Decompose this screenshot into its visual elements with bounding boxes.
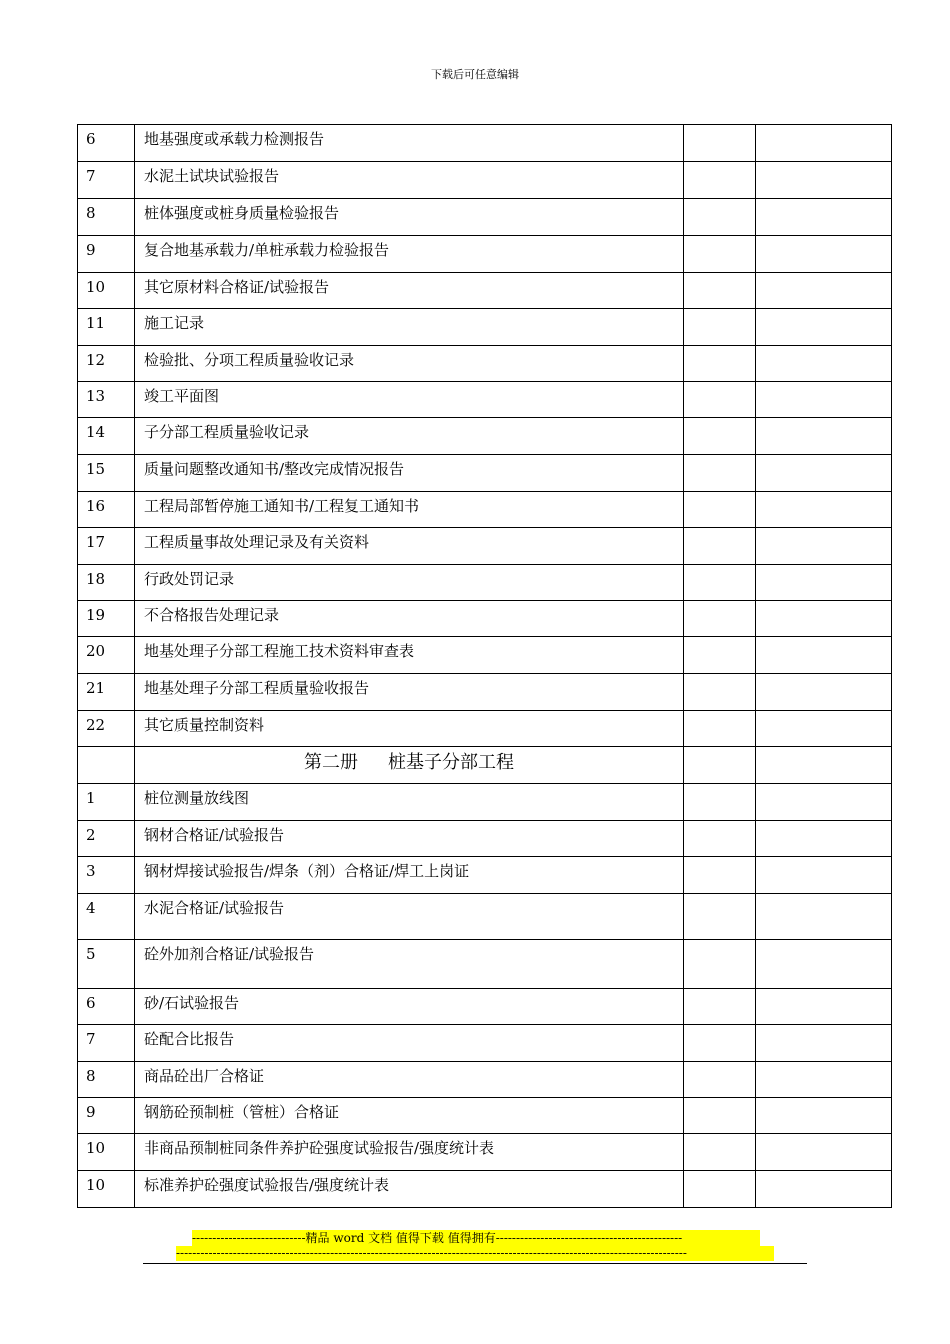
row-check-cell xyxy=(684,273,756,309)
table-row xyxy=(78,528,892,565)
row-title: 砂/石试验报告 xyxy=(135,989,684,1025)
row-title: 其它原材料合格证/试验报告 xyxy=(135,273,684,309)
table-row xyxy=(78,894,892,940)
row-title: 复合地基承载力/单桩承载力检验报告 xyxy=(135,236,684,273)
row-remark-cell xyxy=(756,940,892,989)
row-check-cell xyxy=(684,1025,756,1062)
table-row xyxy=(78,1171,892,1208)
row-remark-cell xyxy=(756,236,892,273)
row-check-cell xyxy=(684,940,756,989)
row-number: 9 xyxy=(78,1098,135,1134)
table-row xyxy=(78,236,892,273)
row-remark-cell xyxy=(756,711,892,747)
row-title: 其它质量控制资料 xyxy=(135,711,684,747)
table-body-part2 xyxy=(78,784,892,1208)
row-number: 11 xyxy=(78,309,135,346)
document-table xyxy=(77,124,892,1208)
row-remark-cell xyxy=(756,565,892,601)
row-check-cell xyxy=(684,1098,756,1134)
table-row xyxy=(78,309,892,346)
table-row xyxy=(78,1098,892,1134)
row-remark-cell xyxy=(756,857,892,894)
row-number: 19 xyxy=(78,601,135,637)
table-row xyxy=(78,382,892,418)
row-number: 13 xyxy=(78,382,135,418)
row-title: 桩位测量放线图 xyxy=(135,784,684,821)
row-title: 工程局部暂停施工通知书/工程复工通知书 xyxy=(135,492,684,528)
row-check-cell xyxy=(684,601,756,637)
table-row xyxy=(78,1025,892,1062)
row-check-cell xyxy=(684,1062,756,1098)
row-number: 18 xyxy=(78,565,135,601)
row-check-cell xyxy=(684,418,756,455)
row-remark-cell xyxy=(756,674,892,711)
row-remark-cell xyxy=(756,382,892,418)
table-row xyxy=(78,1134,892,1171)
row-number: 22 xyxy=(78,711,135,747)
row-number: 8 xyxy=(78,1062,135,1098)
row-title: 地基强度或承载力检测报告 xyxy=(135,125,684,162)
row-number: 16 xyxy=(78,492,135,528)
row-remark-cell xyxy=(756,989,892,1025)
row-title: 竣工平面图 xyxy=(135,382,684,418)
row-number: 8 xyxy=(78,199,135,236)
row-title: 钢筋砼预制桩（管桩）合格证 xyxy=(135,1098,684,1134)
row-remark-cell xyxy=(756,273,892,309)
row-number: 10 xyxy=(78,273,135,309)
row-remark-cell xyxy=(756,162,892,199)
row-check-cell xyxy=(684,125,756,162)
row-remark-cell xyxy=(756,637,892,674)
row-check-cell xyxy=(684,346,756,382)
table-row xyxy=(78,784,892,821)
footer-rule xyxy=(143,1263,807,1264)
section-number-cell xyxy=(78,747,135,784)
row-number: 10 xyxy=(78,1134,135,1171)
row-remark-cell xyxy=(756,1098,892,1134)
row-title: 砼外加剂合格证/试验报告 xyxy=(135,940,684,989)
row-title: 质量问题整改通知书/整改完成情况报告 xyxy=(135,455,684,492)
row-remark-cell xyxy=(756,199,892,236)
table-row xyxy=(78,125,892,162)
table-row xyxy=(78,418,892,455)
table-row xyxy=(78,637,892,674)
row-title: 地基处理子分部工程质量验收报告 xyxy=(135,674,684,711)
section-check-cell xyxy=(684,747,756,784)
row-remark-cell xyxy=(756,894,892,940)
row-title: 钢材焊接试验报告/焊条（剂）合格证/焊工上岗证 xyxy=(135,857,684,894)
row-check-cell xyxy=(684,989,756,1025)
row-title: 地基处理子分部工程施工技术资料审查表 xyxy=(135,637,684,674)
row-check-cell xyxy=(684,711,756,747)
row-check-cell xyxy=(684,565,756,601)
row-number: 20 xyxy=(78,637,135,674)
row-number: 9 xyxy=(78,236,135,273)
table-row xyxy=(78,940,892,989)
row-number: 14 xyxy=(78,418,135,455)
table-row xyxy=(78,492,892,528)
row-remark-cell xyxy=(756,1062,892,1098)
row-remark-cell xyxy=(756,601,892,637)
row-check-cell xyxy=(684,309,756,346)
row-title: 检验批、分项工程质量验收记录 xyxy=(135,346,684,382)
row-title: 子分部工程质量验收记录 xyxy=(135,418,684,455)
row-number: 17 xyxy=(78,528,135,565)
table-row xyxy=(78,601,892,637)
table-row xyxy=(78,1062,892,1098)
table-body-part1 xyxy=(78,125,892,747)
row-number: 2 xyxy=(78,821,135,857)
section-remark-cell xyxy=(756,747,892,784)
table-row xyxy=(78,199,892,236)
row-number: 10 xyxy=(78,1171,135,1208)
table-row xyxy=(78,273,892,309)
row-check-cell xyxy=(684,637,756,674)
table-row xyxy=(78,674,892,711)
row-remark-cell xyxy=(756,821,892,857)
table-row xyxy=(78,565,892,601)
row-remark-cell xyxy=(756,784,892,821)
row-number: 4 xyxy=(78,894,135,940)
row-remark-cell xyxy=(756,418,892,455)
row-check-cell xyxy=(684,1134,756,1171)
row-remark-cell xyxy=(756,125,892,162)
row-title: 不合格报告处理记录 xyxy=(135,601,684,637)
table-row xyxy=(78,711,892,747)
row-remark-cell xyxy=(756,1025,892,1062)
table-row xyxy=(78,162,892,199)
row-title: 施工记录 xyxy=(135,309,684,346)
row-number: 15 xyxy=(78,455,135,492)
table-row xyxy=(78,989,892,1025)
section-volume: 第二册 xyxy=(304,752,358,773)
table-row xyxy=(78,857,892,894)
row-number: 1 xyxy=(78,784,135,821)
table-row xyxy=(78,821,892,857)
row-check-cell xyxy=(684,528,756,565)
row-title: 桩体强度或桩身质量检验报告 xyxy=(135,199,684,236)
row-number: 7 xyxy=(78,1025,135,1062)
section-row xyxy=(78,747,892,784)
row-title: 商品砼出厂合格证 xyxy=(135,1062,684,1098)
row-number: 6 xyxy=(78,125,135,162)
row-check-cell xyxy=(684,236,756,273)
row-title: 水泥土试块试验报告 xyxy=(135,162,684,199)
row-check-cell xyxy=(684,821,756,857)
row-check-cell xyxy=(684,674,756,711)
row-title: 钢材合格证/试验报告 xyxy=(135,821,684,857)
row-remark-cell xyxy=(756,528,892,565)
row-title: 水泥合格证/试验报告 xyxy=(135,894,684,940)
row-title: 标准养护砼强度试验报告/强度统计表 xyxy=(135,1171,684,1208)
row-remark-cell xyxy=(756,346,892,382)
table-row xyxy=(78,455,892,492)
section-name: 桩基子分部工程 xyxy=(388,752,514,773)
row-number: 7 xyxy=(78,162,135,199)
section-heading xyxy=(135,747,684,784)
row-check-cell xyxy=(684,894,756,940)
row-check-cell xyxy=(684,784,756,821)
row-check-cell xyxy=(684,492,756,528)
row-check-cell xyxy=(684,455,756,492)
row-remark-cell xyxy=(756,492,892,528)
row-remark-cell xyxy=(756,1171,892,1208)
footer-banner-line1: ----------------------------精品 word 文档 值得下载 值得拥有---------------------------------------------- xyxy=(192,1230,760,1246)
row-number: 21 xyxy=(78,674,135,711)
row-remark-cell xyxy=(756,455,892,492)
footer-banner-line2: ------------------------------------------------------------------------------------------------------------------------------ xyxy=(176,1246,774,1261)
row-check-cell xyxy=(684,382,756,418)
row-check-cell xyxy=(684,162,756,199)
row-number: 6 xyxy=(78,989,135,1025)
row-remark-cell xyxy=(756,1134,892,1171)
row-check-cell xyxy=(684,1171,756,1208)
table-row xyxy=(78,346,892,382)
row-title: 工程质量事故处理记录及有关资料 xyxy=(135,528,684,565)
section-heading-body xyxy=(78,747,892,784)
row-number: 12 xyxy=(78,346,135,382)
row-check-cell xyxy=(684,199,756,236)
row-remark-cell xyxy=(756,309,892,346)
row-title: 非商品预制桩同条件养护砼强度试验报告/强度统计表 xyxy=(135,1134,684,1171)
row-number: 3 xyxy=(78,857,135,894)
row-number: 5 xyxy=(78,940,135,989)
page-header: 下载后可任意编辑 xyxy=(431,68,519,81)
row-check-cell xyxy=(684,857,756,894)
row-title: 砼配合比报告 xyxy=(135,1025,684,1062)
row-title: 行政处罚记录 xyxy=(135,565,684,601)
